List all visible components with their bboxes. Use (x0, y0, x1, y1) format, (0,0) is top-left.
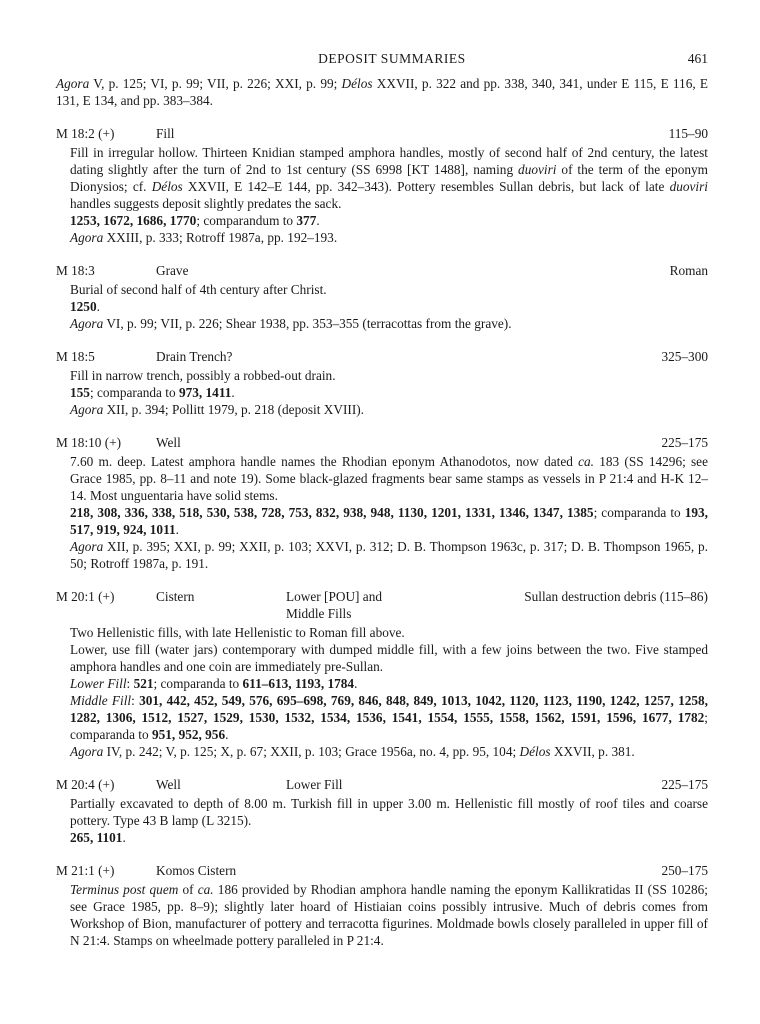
catalogue-text: . (175, 522, 179, 537)
entry-description: Partially excavated to depth of 8.00 m. Turkish fill in upper 3.00 m. Hellenistic fill mostly of roof tiles and coarse pottery. Type 43 B lamp (L 3215). (70, 796, 708, 828)
fill-label: Middle Fill (70, 693, 132, 708)
entry-body (56, 281, 708, 332)
deposit-type: Komos Cistern (156, 863, 237, 878)
entry-description: Burial of second half of 4th century after Christ. (70, 282, 327, 297)
catalogue-bold: 951, 952, 956 (151, 727, 226, 742)
deposit-id: M 20:4 (+) (56, 777, 115, 792)
deposit-id: M 18:5 (56, 349, 95, 364)
middle-fill-catalogue (70, 692, 708, 743)
ref-text: XII, p. 394; Pollitt 1979, p. 218 (deposit XVIII). (103, 402, 364, 417)
deposit-date: 225–175 (661, 777, 708, 792)
deposit-entry (56, 348, 708, 418)
catalogue-numbers (70, 384, 708, 401)
running-title: DEPOSIT SUMMARIES (318, 51, 466, 66)
ref-title: Délos (519, 744, 551, 759)
entry-heading (56, 862, 708, 879)
deposit-fill: Lower [POU] and Middle Fills (286, 589, 383, 621)
lower-fill-catalogue (70, 675, 708, 692)
entry-description (70, 881, 708, 949)
ref-title: Agora (70, 230, 104, 245)
ref-title: Agora (70, 539, 104, 554)
ref-title: Agora (70, 402, 104, 417)
deposit-date: 115–90 (668, 126, 708, 141)
catalogue-text: . (231, 385, 235, 400)
catalogue-text: ; comparanda to (70, 710, 708, 742)
entry-heading (56, 588, 708, 622)
fill-label: Lower Fill (70, 676, 127, 691)
ref-text: XXVII, p. 322 and pp. 338, 340, 341, under E 115, E 116, E 131, E 134, and pp. 383–384. (56, 76, 708, 108)
ref-title: Agora (70, 744, 104, 759)
entry-heading (56, 348, 708, 365)
entry-references (70, 229, 708, 246)
running-head (56, 50, 708, 67)
deposit-date: Roman (669, 263, 708, 278)
ref-text: IV, p. 242; V, p. 125; X, p. 67; XXII, p. 103; Grace 1956a, no. 4, pp. 95, 104; (103, 744, 520, 759)
desc-text: handles suggests deposit slightly predates the sack. (70, 196, 342, 211)
desc-term: ca. (578, 454, 594, 469)
catalogue-bold: 611–613, 1193, 1784 (242, 676, 355, 691)
entry-body (56, 881, 708, 949)
desc-text: XXVII, E 142–E 144, pp. 342–343). Pottery resembles Sullan debris, but lack of late (182, 179, 670, 194)
catalogue-bold: 1253, 1672, 1686, 1770 (70, 213, 197, 228)
catalogue-bold: 265, 1101 (70, 830, 123, 845)
catalogue-numbers (70, 298, 708, 315)
entry-body (56, 795, 708, 846)
deposit-type: Well (156, 777, 181, 792)
catalogue-numbers (70, 504, 708, 538)
deposit-type: Cistern (156, 589, 195, 604)
catalogue-bold: 377 (296, 213, 317, 228)
ref-text: V, p. 125; VI, p. 99; VII, p. 226; XXI, p. 99; (89, 76, 342, 91)
ref-text: XXIII, p. 333; Rotroff 1987a, pp. 192–193. (103, 230, 338, 245)
catalogue-text: ; comparanda to (89, 385, 179, 400)
deposit-entry (56, 862, 708, 949)
ref-text: XXVII, p. 381. (550, 744, 635, 759)
ref-text: XII, p. 395; XXI, p. 99; XXII, p. 103; XXVI, p. 312; D. B. Thompson 1963c, p. 317; D. B. Thompson 1965, p. 50; Rotroff 1987a, p. 191. (70, 539, 708, 571)
deposit-type: Drain Trench? (156, 349, 233, 364)
catalogue-text: . (122, 830, 126, 845)
catalogue-bold: 155 (70, 385, 90, 400)
deposit-id: M 18:2 (+) (56, 126, 115, 141)
deposit-id: M 20:1 (+) (56, 589, 115, 604)
deposit-id: M 21:1 (+) (56, 863, 115, 878)
desc-text: 7.60 m. deep. Latest amphora handle names the Rhodian eponym Athanodotos, now dated (70, 454, 579, 469)
ref-title: Agora (70, 316, 104, 331)
deposit-entry (56, 434, 708, 572)
deposit-type: Well (156, 435, 181, 450)
catalogue-text: : (126, 676, 134, 691)
deposit-entry (56, 776, 708, 846)
deposit-type: Grave (156, 263, 189, 278)
entry-body (56, 367, 708, 418)
catalogue-text: ; comparanda to (153, 676, 243, 691)
entry-heading (56, 125, 708, 142)
desc-term: Délos (151, 179, 183, 194)
deposit-date: 325–300 (661, 349, 708, 364)
deposit-date: 225–175 (661, 435, 708, 450)
catalogue-bold: 521 (133, 676, 154, 691)
deposit-id: M 18:10 (+) (56, 435, 122, 450)
deposit-fill: Lower Fill (286, 777, 343, 792)
desc-text: of (178, 882, 198, 897)
entry-description (70, 144, 708, 212)
deposit-entry (56, 262, 708, 332)
ref-title: Délos (341, 76, 373, 91)
entry-references (70, 315, 708, 332)
catalogue-text: ; comparandum to (196, 213, 297, 228)
entry-references (70, 401, 708, 418)
entry-references (70, 743, 708, 760)
deposit-entry (56, 588, 708, 760)
desc-text: 183 (SS 14296; see Grace 1985, pp. 8–11 and note 19). Some black-glazed fragments bear same stamps as vessels in P 21:4 and H-K 12–14. Most unguentaria have solid stems. (70, 454, 708, 503)
entry-description: Lower, use fill (water jars) contemporary with dumped middle fill, with a few joins between the two. Five stamped amphora handles and one coin are immediately pre-Sullan. (70, 642, 708, 674)
catalogue-bold: 193, 517, 919, 924, 1011 (70, 505, 709, 537)
page-number: 461 (687, 51, 708, 66)
catalogue-bold: 301, 442, 452, 549, 576, 695–698, 769, 846, 848, 849, 1013, 1042, 1120, 1123, 1190, 1242, 1257, 1258, 1282, 1306, 1512, 1527, 1529, 1530, 1532, 1534, 1536, 1541, 1554, 1555, 1558, 1562, 1591, 1596, 1677, 1782 (70, 693, 708, 725)
deposit-id: M 18:3 (56, 263, 95, 278)
catalogue-text: . (96, 299, 100, 314)
catalogue-bold: 973, 1411 (178, 385, 232, 400)
catalogue-text: : (131, 693, 140, 708)
catalogue-text: ; comparanda to (593, 505, 685, 520)
entry-description: Two Hellenistic fills, with late Hellenistic to Roman fill above. (70, 625, 405, 640)
desc-term: duoviri (518, 162, 557, 177)
catalogue-text: . (316, 213, 320, 228)
entry-heading (56, 434, 708, 451)
entry-body (56, 624, 708, 760)
entry-body (56, 144, 708, 246)
catalogue-bold: 218, 308, 336, 338, 518, 530, 538, 728, 753, 832, 938, 948, 1130, 1201, 1331, 1346, 1347, 1385 (70, 505, 594, 520)
entry-heading (56, 262, 708, 279)
desc-text: 186 provided by Rhodian amphora handle naming the eponym Kallikratidas II (SS 10286; see Grace 1985, pp. 8–9); slightly later hoard of Histiaian coins possibly intrusive. Much of debris comes from Workshop of Bion, manufacturer of pottery and terracotta figurines. Moldmade bowls closely paralleled in upper fill of N 21:4. Stamps on wheelmade pottery paralleled in P 21:4. (70, 882, 708, 948)
deposit-date: 250–175 (661, 863, 708, 878)
deposit-date: Sullan destruction debris (115–86) (524, 589, 708, 604)
entry-body (56, 453, 708, 572)
desc-text: Fill in irregular hollow. Thirteen Knidian stamped amphora handles, mostly of second half of 2nd century, the latest dating slightly after the turn of 2nd to 1st century (SS 6998 [KT 1488], naming (70, 145, 708, 177)
desc-term: Terminus post quem (70, 882, 179, 897)
catalogue-text: . (354, 676, 358, 691)
catalogue-text: . (225, 727, 229, 742)
catalogue-bold: 1250 (70, 299, 97, 314)
desc-text: of the term of the eponym Dionysios; cf. (70, 162, 708, 194)
catalogue-numbers (70, 829, 708, 846)
intro-references (56, 75, 708, 109)
deposit-type: Fill (156, 126, 175, 141)
entry-description (70, 453, 708, 504)
desc-term: ca. (197, 882, 214, 897)
ref-title: Agora (56, 76, 90, 91)
entry-heading (56, 776, 708, 793)
deposit-entry (56, 125, 708, 246)
desc-term: duoviri (669, 179, 708, 194)
catalogue-numbers (70, 212, 708, 229)
entry-references (70, 538, 708, 572)
entry-description: Fill in narrow trench, possibly a robbed-out drain. (70, 368, 336, 383)
ref-text: VI, p. 99; VII, p. 226; Shear 1938, pp. 353–355 (terracottas from the grave). (103, 316, 512, 331)
